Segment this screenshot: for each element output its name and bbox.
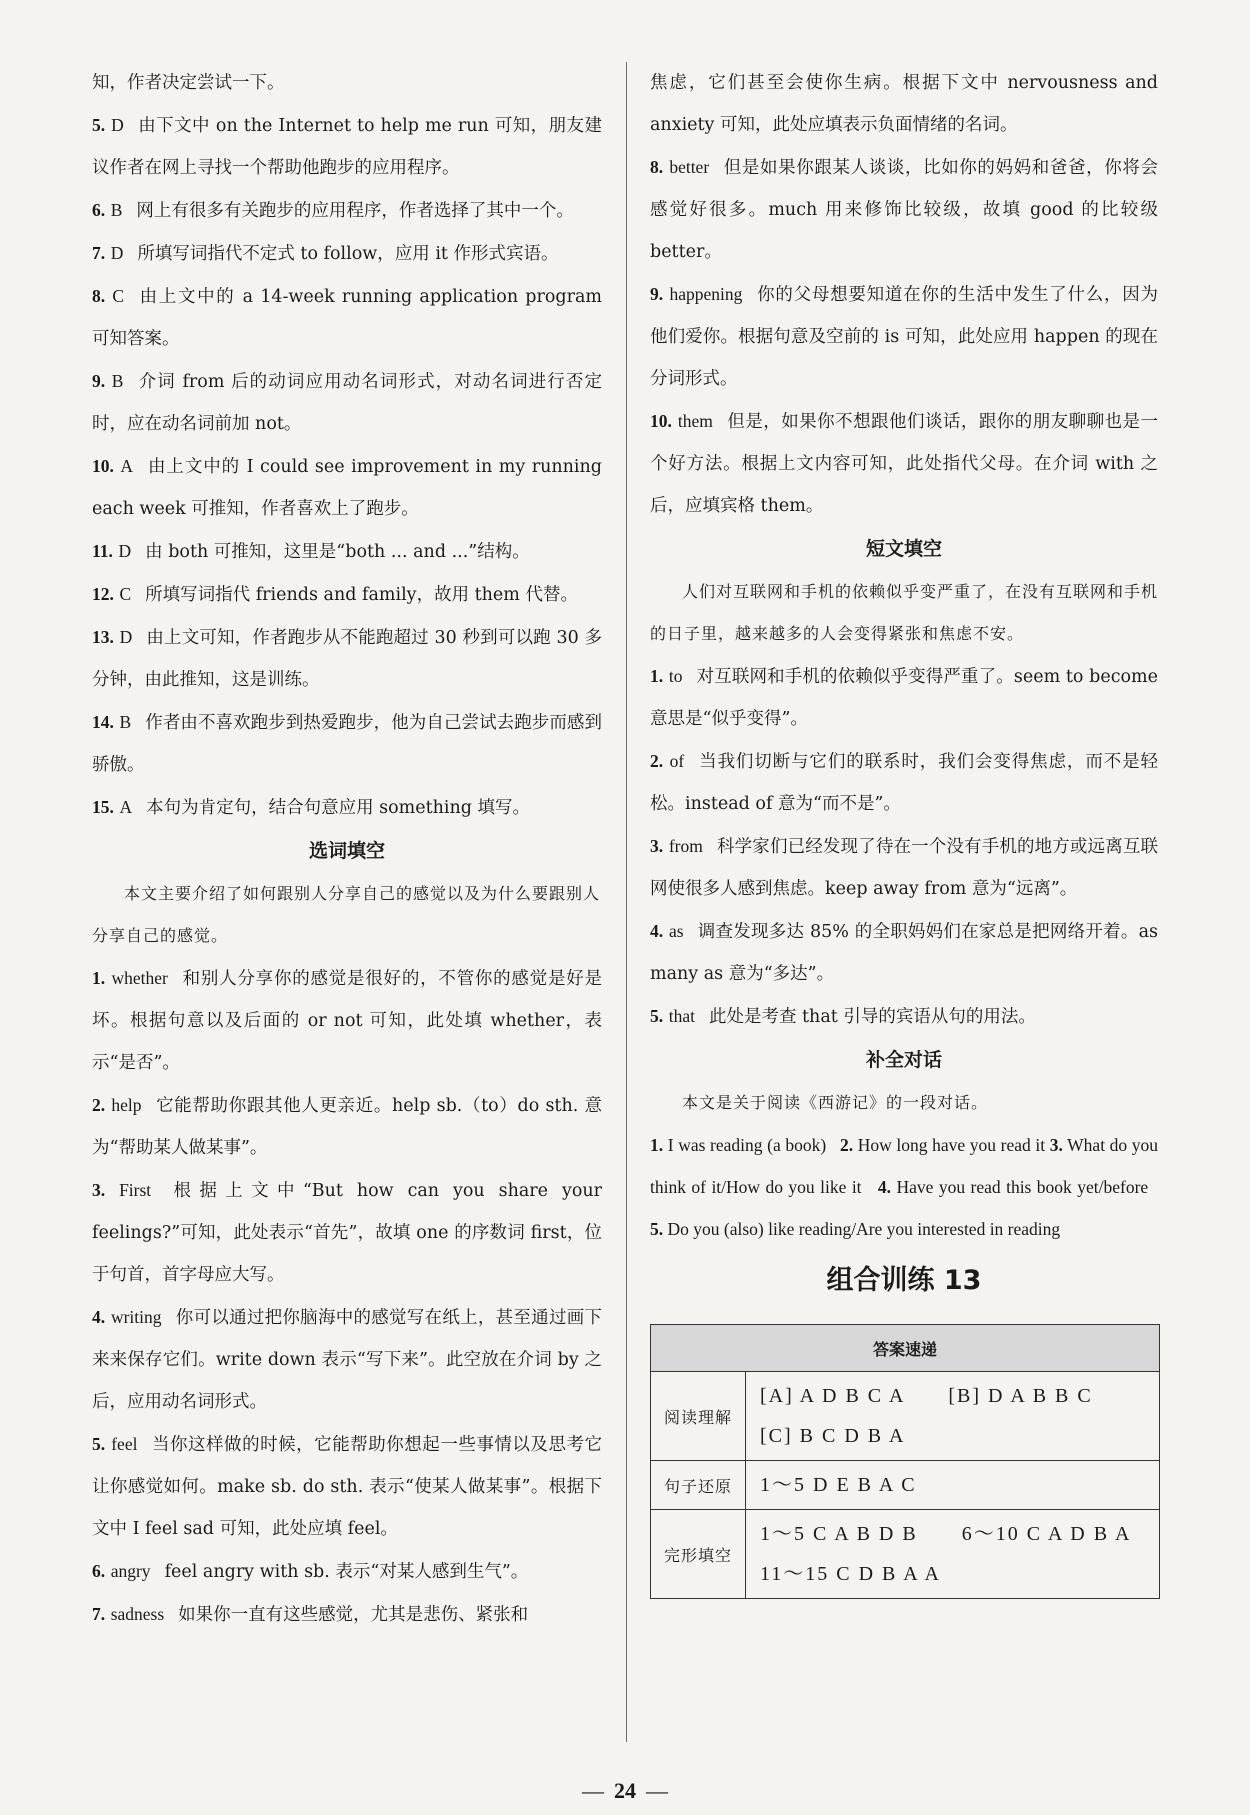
section-title: 短文填空 [865,538,942,560]
answer-item [92,616,602,701]
answer-number: 4. [650,921,664,941]
answer-number: 2. [92,1095,106,1115]
answer-explanation: 网上有很多有关跑步的应用程序，作者选择了其中一个。 [136,201,574,221]
answer-explanation: 它能帮助你跟其他人更亲近。help sb.（to）do sth. 意为“帮助某人做某事”。 [92,1096,602,1158]
row-answers: 1～5 D E B A C [746,1461,1160,1510]
answer-item [650,995,1158,1038]
answer-key: A [119,797,133,817]
answer-number: 4. [92,1307,106,1327]
section-intro: 本文主要介绍了如何跟别人分享自己的感觉以及为什么要跟别人分享自己的感觉。 [92,884,601,945]
row-label: 句子还原 [651,1461,746,1510]
answer-number: 6. [92,200,106,220]
answer-item [92,104,602,189]
answer-key: happening [669,284,743,304]
answer-key: sadness [110,1604,165,1624]
answer-explanation: 如果你一直有这些感觉，尤其是悲伤、紧张和 [178,1605,529,1625]
answer-key: to [668,666,683,686]
answer-key: C [112,286,125,306]
answer-explanation: 介词 from 后的动词应用动名词形式，对动名词进行否定时，应在动名词前加 not。 [92,372,602,434]
answer-number: 7. [92,243,106,263]
answer-explanation: 本句为肯定句，结合句意应用 something 填写。 [146,798,531,818]
answer-item [92,445,602,530]
answer-explanation: 对互联网和手机的依赖似乎变得严重了。seem to become 意思是“似乎变得”。 [650,667,1158,729]
dialog-answer: I was reading (a book) [667,1135,827,1155]
section-title: 选词填空 [308,840,385,862]
answer-item [650,655,1158,740]
answer-number: 2. [650,751,664,771]
continued-text: 焦虑，它们甚至会使你生病。根据下文中 nervousness and anxiety 可知，此处应填表示负面情绪的名词。 [650,73,1158,135]
answer-item [92,1296,602,1423]
answer-number: 1. [650,666,664,686]
answer-item [92,1593,602,1636]
answer-key: of [669,751,685,771]
answer-key: as [668,921,684,941]
answer-item [92,189,602,232]
answer-explanation: feel angry with sb. 表示“对某人感到生气”。 [164,1562,529,1582]
dialog-answer: What do you think of it/How do you like it [650,1135,1159,1197]
column-divider [626,62,627,1742]
dialog-answers: 1. I was reading (a book) 2. How long have you read it 3. What do you think of it/How do you like it 4. Have you read this book yet/before 5. Do you (also) like reading/Are you interested in reading [650,1135,1159,1239]
answer-table [650,1324,1160,1599]
answer-key: B [119,712,132,732]
right-column [650,62,1158,1599]
answer-explanation: 由上文中的 a 14-week running application program 可知答案。 [92,287,602,349]
answer-explanation: 由下文中 on the Internet to help me run 可知，朋友建议作者在网上寻找一个帮助他跑步的应用程序。 [92,116,602,178]
right-flow [650,62,1158,1124]
answer-explanation: 此处是考查 that 引导的宾语从句的用法。 [708,1007,1036,1027]
answer-key: C [119,584,132,604]
answer-explanation: 所填写词指代 friends and family，故用 them 代替。 [145,585,578,605]
dialog-answer: Do you (also) like reading/Are you interested in reading [667,1219,1061,1239]
answer-key: writing [110,1307,162,1327]
continued-text: 知，作者决定尝试一下。 [92,73,285,93]
section-title: 补全对话 [865,1049,942,1071]
answer-explanation: 科学家们已经发现了待在一个没有手机的地方或远离互联网使很多人感到焦虑。keep away from 意为“远离”。 [650,837,1158,899]
answer-number: 7. [92,1604,106,1624]
answer-number: 1. [92,968,106,988]
answer-item [92,1423,602,1550]
answer-item [92,360,602,445]
dialog-answer: How long have you read it [857,1135,1046,1155]
answer-item [650,400,1158,527]
answer-explanation: 所填写词指代不定式 to follow，应用 it 作形式宾语。 [137,244,559,264]
answer-item [650,146,1158,273]
answer-key: from [668,836,703,856]
answer-item [92,786,602,829]
answer-explanation: 作者由不喜欢跑步到热爱跑步，他为自己尝试去跑步而感到骄傲。 [92,713,602,775]
answer-number: 3. [650,836,664,856]
answer-key: First [119,1180,152,1200]
answer-explanation: 根据上文中“But how can you share your feelings?”可知，此处表示“首先”，故填 one 的序数词 first，位于句首，首字母应大写。 [92,1181,602,1285]
answer-explanation: 由上文可知，作者跑步从不能跑超过 30 秒到可以跑 30 多分钟，由此推知，这是训练。 [92,628,602,690]
answer-number: 5. [92,1434,106,1454]
page-number: — 24 — [582,1778,668,1803]
answer-number: 11. [92,541,113,561]
answer-key: D [119,627,133,647]
answer-explanation: 但是如果你跟某人谈谈，比如你的妈妈和爸爸，你将会感觉好很多。much 用来修饰比较级，故填 good 的比较级 better。 [650,158,1158,262]
answer-item [92,573,602,616]
answer-key: whether [111,968,168,988]
answer-key: them [677,411,713,431]
answer-number: 8. [650,157,664,177]
answer-number: 6. [92,1561,106,1581]
answer-key: feel [111,1434,138,1454]
answer-number: 10. [650,411,672,431]
answer-item [92,275,602,360]
answer-key: B [111,371,124,391]
answer-explanation: 你的父母想要知道在你的生活中发生了什么，因为他们爱你。根据句意及空前的 is 可知，此处应用 happen 的现在分词形式。 [650,285,1158,389]
row-label: 阅读理解 [651,1372,746,1461]
answer-number: 13. [92,627,114,647]
answer-item [92,1169,602,1296]
answer-number: 12. [92,584,114,604]
section-intro: 本文是关于阅读《西游记》的一段对话。 [682,1093,989,1112]
answer-number: 14. [92,712,114,732]
answer-item [92,957,602,1084]
answer-number: 5. [650,1006,664,1026]
answer-key: that [668,1006,695,1026]
answer-key: help [111,1095,142,1115]
answer-key: D [111,115,124,135]
answer-item [92,530,602,573]
answer-item [650,740,1158,825]
answer-number: 9. [650,284,664,304]
answer-number: 10. [92,456,114,476]
answer-explanation: 但是，如果你不想跟他们谈话，跟你的朋友聊聊也是一个好方法。根据上文内容可知，此处指代父母。在介词 with 之后，应填宾格 them。 [650,412,1158,516]
answer-item [92,1084,602,1169]
answer-number: 15. [92,797,114,817]
answer-explanation: 调查发现多达 85% 的全职妈妈们在家总是把网络开着。as many as 意为“多达”。 [650,922,1158,984]
answer-item [92,1550,602,1593]
answer-number: 5. [92,115,106,135]
row-label: 完形填空 [651,1510,746,1599]
answer-key: B [110,200,123,220]
answer-explanation: 由 both 可推知，这里是“both ... and ...”结构。 [145,542,530,562]
answer-item [650,910,1158,995]
answer-item [92,232,602,275]
section-intro: 人们对互联网和手机的依赖似乎变严重了，在没有互联网和手机的日子里，越来越多的人会变得紧张和焦虑不安。 [650,582,1159,643]
answer-key: better [669,157,710,177]
row-answers: [A] A D B C A [B] D A B B C [C] B C D B A [746,1372,1160,1461]
answer-explanation: 当我们切断与它们的联系时，我们会变得焦虑，而不是轻松。instead of 意为“而不是”。 [650,752,1158,814]
answer-number: 9. [92,371,106,391]
answer-number: 8. [92,286,106,306]
answer-key: A [120,456,134,476]
answer-key: angry [110,1561,151,1581]
answer-explanation: 当你这样做的时候，它能帮助你想起一些事情以及思考它让你感觉如何。make sb. do sth. 表示“使某人做某事”。根据下文中 I feel sad 可知，此处应填 feel。 [92,1435,602,1539]
training-title: 组合训练 13 [826,1265,982,1296]
answer-explanation: 你可以通过把你脑海中的感觉写在纸上，甚至通过画下来来保存它们。write down 表示“写下来”。此空放在介词 by 之后，应用动名词形式。 [92,1308,602,1412]
answer-explanation: 由上文中的 I could see improvement in my running each week 可推知，作者喜欢上了跑步。 [92,457,602,519]
answer-item [92,701,602,786]
left-column [92,62,602,1636]
row-answers: 1～5 C A B D B 6～10 C A D B A 11～15 C D B A A [746,1510,1160,1599]
answer-key: D [110,243,124,263]
answer-number: 3. [92,1180,106,1200]
dialog-answer: Have you read this book yet/before [896,1177,1149,1197]
answer-explanation: 和别人分享你的感觉是很好的，不管你的感觉是好是坏。根据句意以及后面的 or not 可知，此处填 whether，表示“是否”。 [92,969,602,1073]
answer-item [650,825,1158,910]
answer-key: D [118,541,132,561]
answer-table-header: 答案速递 [651,1325,1160,1372]
answer-item [650,273,1158,400]
